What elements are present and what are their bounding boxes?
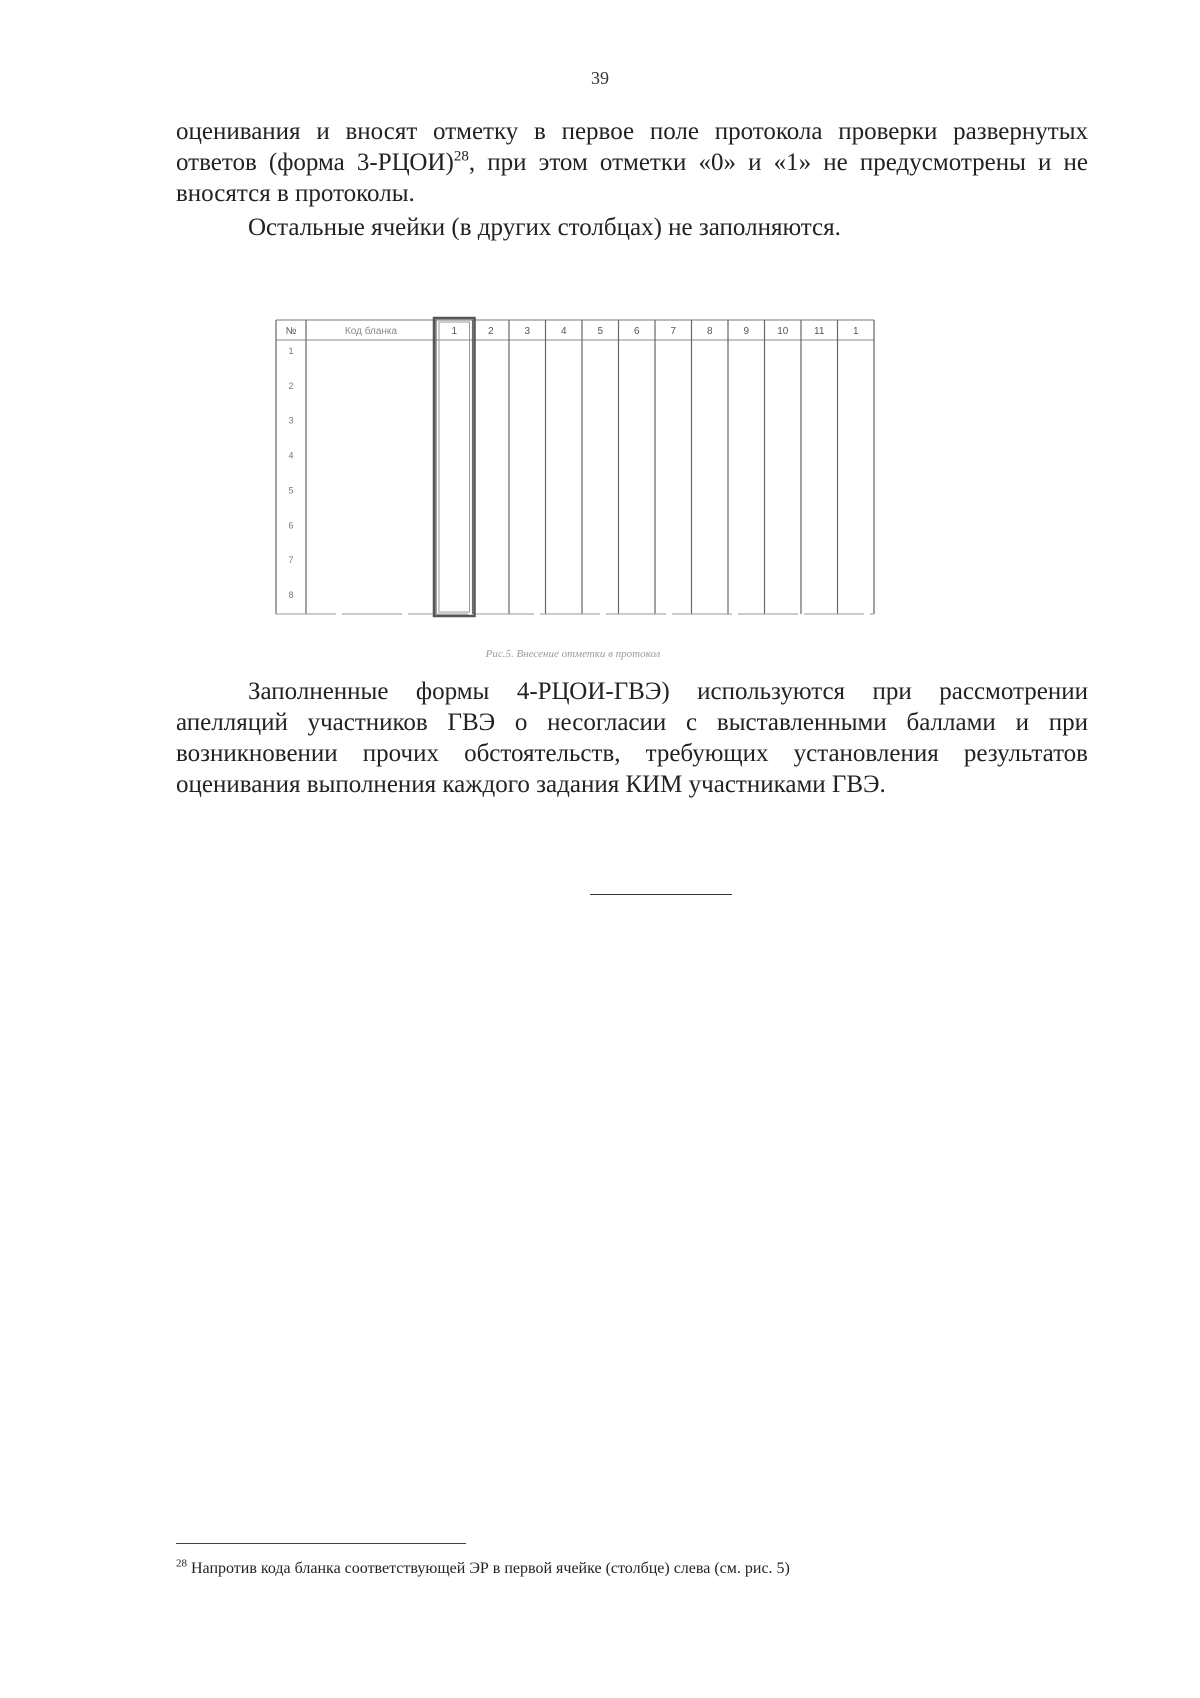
row-number-label: 5: [288, 485, 294, 496]
highlight-first-column: [434, 318, 475, 616]
header-column-label: 2: [487, 326, 494, 337]
paragraph-intro-text-1: оценивания и вносят отметку в первое поле протокола проверки развернутых ответов (форма 3-РЦОИ): [176, 118, 1088, 176]
footnote-reference: 28: [453, 148, 469, 165]
row-number-label: 8: [288, 590, 294, 600]
header-number-label: №: [285, 326, 297, 337]
header-column-label: 5: [597, 326, 604, 337]
row-number-label: 3: [288, 415, 294, 426]
paragraph-intro: [176, 116, 1088, 209]
paragraph-intro-text-2: , при этом отметки «0» и «1» не предусмотрены и не вносятся в протоколы.: [176, 149, 1088, 207]
figure-caption: Рис.5. Внесение отметки в протокол: [485, 648, 661, 660]
header-column-label: 11: [814, 326, 825, 337]
footnote-text: Напротив кода бланка соответствующей ЭР в первой ячейке (столбце) слева (см. рис. 5): [191, 1560, 790, 1577]
protocol-table-drawing: [270, 312, 876, 624]
header-column-label: 1: [451, 326, 458, 337]
header-column-label: 8: [706, 326, 713, 337]
end-divider: [590, 894, 732, 895]
header-column-label: 6: [633, 326, 640, 337]
paragraph-other-cells: Остальные ячейки (в других столбцах) не заполняются.: [248, 214, 841, 241]
footnote-divider: [176, 1543, 466, 1544]
header-column-label: 9: [743, 326, 750, 337]
header-column-label: 4: [560, 326, 567, 337]
row-number-label: 4: [288, 450, 294, 461]
highlight-first-column-inner: [439, 322, 470, 612]
footnote: [176, 1557, 1076, 1578]
header-column-label: 3: [524, 326, 531, 337]
header-column-label: 7: [670, 326, 677, 337]
page-number: 39: [591, 68, 609, 88]
row-number-label: 2: [288, 380, 294, 391]
protocol-table-figure: [270, 312, 876, 624]
row-number-label: 6: [288, 520, 294, 531]
header-column-label: 1: [852, 326, 859, 337]
footnote-number: 28: [176, 1557, 187, 1570]
header-column-label: 10: [777, 326, 789, 337]
header-code-label: Код бланка: [344, 326, 398, 337]
row-number-label: 1: [288, 346, 294, 356]
paragraph-filled-forms: Заполненные формы 4-РЦОИ-ГВЭ) используются при рассмотрении апелляций участников ГВЭ о несогласии с выставленными баллами и при возникновении прочих обстоятельств, требующих установления результатов оценивания выполнения каждого задания КИМ участниками ГВЭ.: [176, 678, 1088, 798]
row-number-label: 7: [288, 555, 294, 566]
